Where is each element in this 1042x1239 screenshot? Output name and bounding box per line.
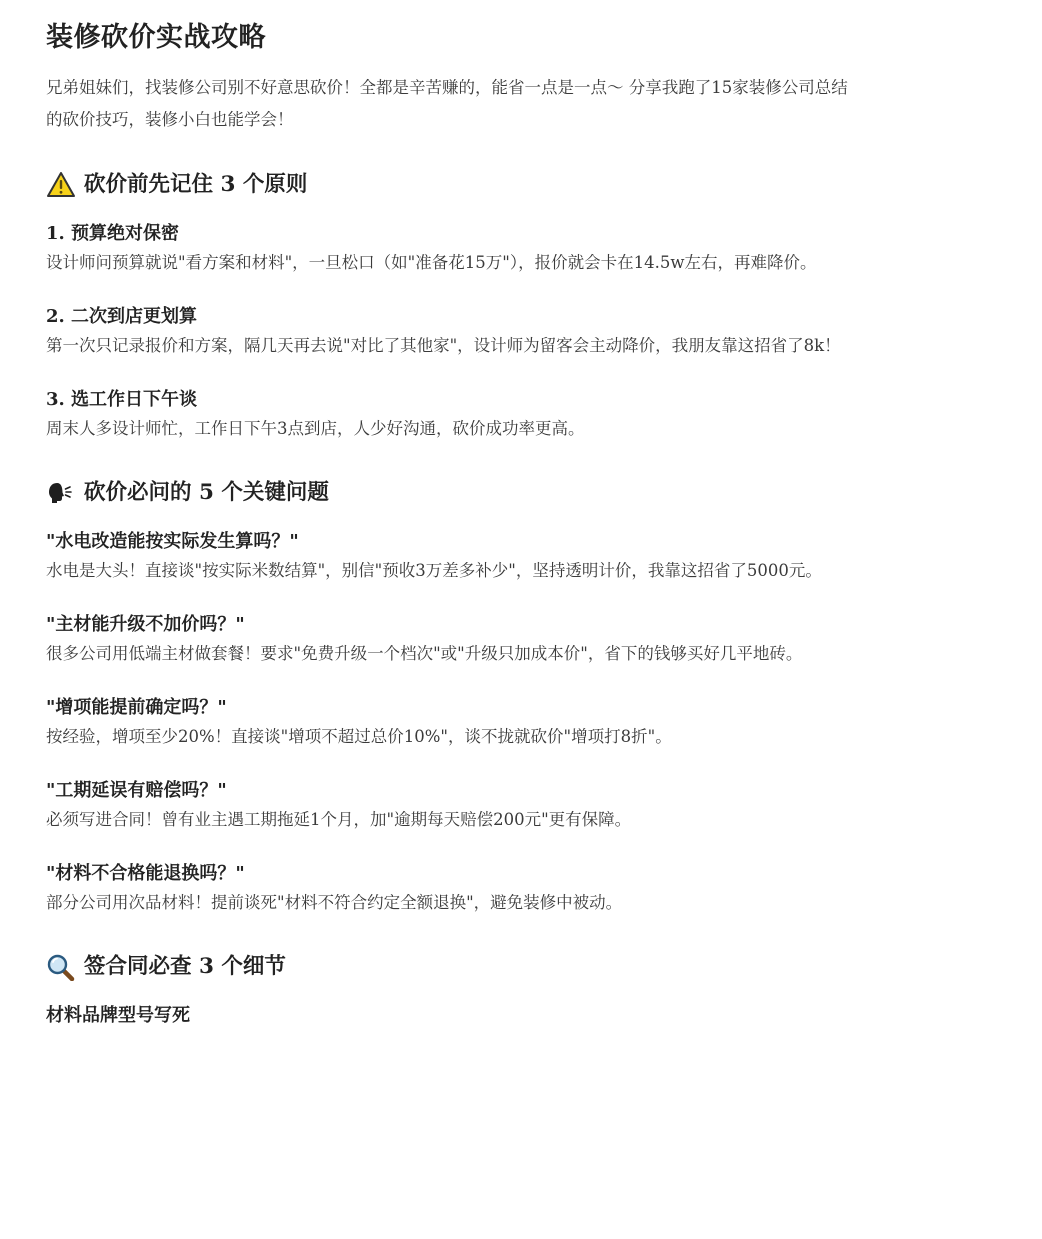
article-intro: 兄弟姐妹们，找装修公司别不好意思砍价！全都是辛苦赚的，能省一点是一点～ 分享我跑了15家装修公司总结的砍价技巧，装修小白也能学会！ xyxy=(46,78,848,129)
question-title: "主材能升级不加价吗？" xyxy=(46,614,245,635)
question-answer: 很多公司用低端主材做套餐！要求"免费升级一个档次"或"升级只加成本价"，省下的钱够买好几平地砖。 xyxy=(46,644,803,663)
principle-text: 周末人多设计师忙，工作日下午3点到店，人少好沟通，砍价成功率更高。 xyxy=(46,419,585,438)
principle-title: 1. 预算绝对保密 xyxy=(46,223,180,244)
contract-detail-title: 材料品牌型号写死 xyxy=(46,1005,190,1026)
question-title: "水电改造能按实际发生算吗？" xyxy=(46,531,299,552)
section-heading-principles xyxy=(46,170,862,200)
question-title: "增项能提前确定吗？" xyxy=(46,697,227,718)
principle-text: 设计师问预算就说"看方案和材料"，一旦松口（如"准备花15万"），报价就会卡在14.5w左右，再难降价。 xyxy=(46,253,817,272)
question-title: "工期延误有赔偿吗？" xyxy=(46,780,227,801)
section-heading-text: 砍价前先记住 3 个原则 xyxy=(84,172,308,197)
principle-title: 3. 选工作日下午谈 xyxy=(46,389,198,410)
speaking-head-icon xyxy=(46,479,76,507)
warning-icon xyxy=(46,171,76,199)
article-title: 装修砍价实战攻略 xyxy=(46,22,266,53)
question-title: "材料不合格能退换吗？" xyxy=(46,863,245,884)
section-heading-questions xyxy=(46,478,862,508)
principle-title: 2. 二次到店更划算 xyxy=(46,306,198,327)
section-heading-text: 砍价必问的 5 个关键问题 xyxy=(84,480,329,505)
question-answer: 必须写进合同！曾有业主遇工期拖延1个月，加"逾期每天赔偿200元"更有保障。 xyxy=(46,810,632,829)
magnifier-icon xyxy=(46,953,76,981)
article-content xyxy=(46,0,862,1029)
section-heading-contract xyxy=(46,952,862,982)
question-answer: 部分公司用次品材料！提前谈死"材料不符合约定全额退换"，避免装修中被动。 xyxy=(46,893,623,912)
question-answer: 水电是大头！直接谈"按实际米数结算"，别信"预收3万差多补少"，坚持透明计价，我靠这招省了5000元。 xyxy=(46,561,822,580)
question-answer: 按经验，增项至少20%！直接谈"增项不超过总价10%"，谈不拢就砍价"增项打8折"。 xyxy=(46,727,672,746)
section-heading-text: 签合同必查 3 个细节 xyxy=(84,954,286,979)
principle-text: 第一次只记录报价和方案，隔几天再去说"对比了其他家"，设计师为留客会主动降价，我朋友靠这招省了8k！ xyxy=(46,336,841,355)
